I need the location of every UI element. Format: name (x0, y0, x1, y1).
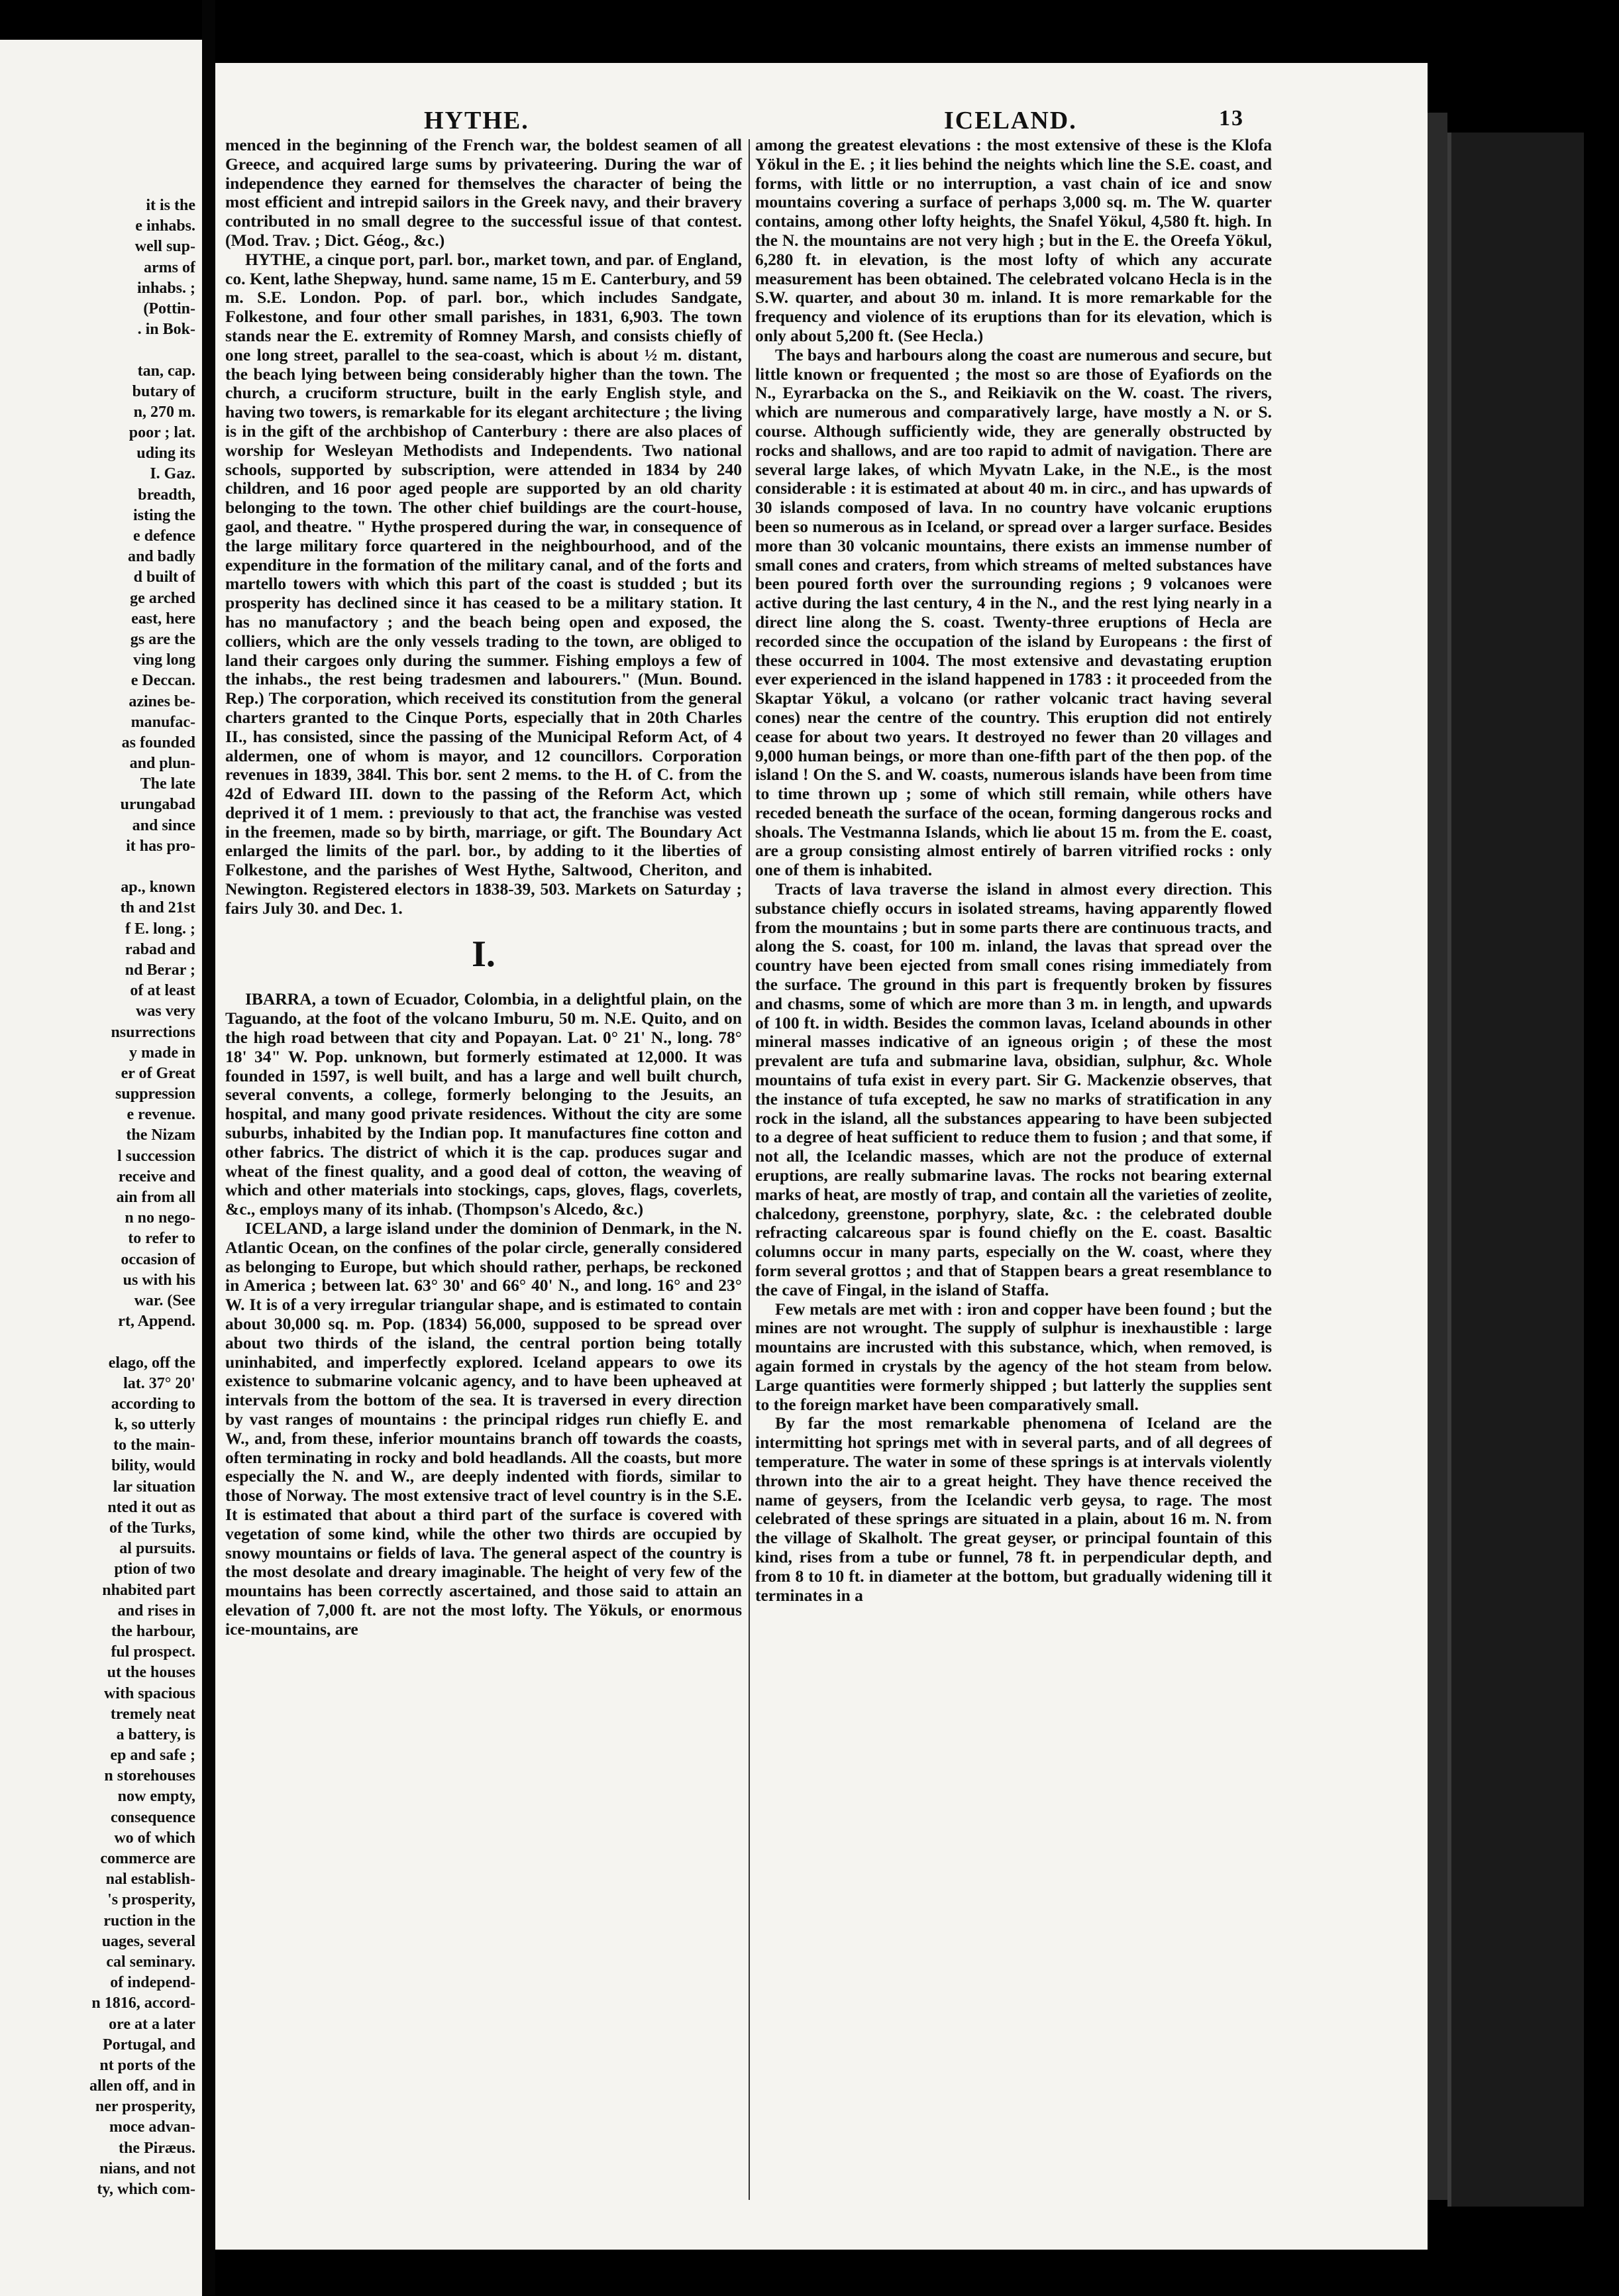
previous-page-line: n no nego- (125, 1209, 195, 1227)
previous-page-line: ful prospect. (111, 1643, 195, 1661)
previous-page-line: 's prosperity, (107, 1891, 195, 1909)
previous-page-line: now empty, (117, 1788, 195, 1806)
iceland-metals: Few metals are met with : iron and copper have been found ; but the mines are not wrought. The supply of sulphur is inexhaustible : large mountains are incrusted with this substance, which, when removed, is again formed in crystals by the agency of the hot steam from below. Large quantities were formerly shipped ; but latterly the supplies sent to the foreign market have been comparatively small. (755, 1299, 1272, 1414)
previous-page-line: cal seminary. (106, 1953, 195, 1971)
left-column (225, 136, 742, 1639)
previous-page-line: elago, off the (108, 1354, 195, 1372)
previous-page-line: suppression (115, 1085, 195, 1103)
previous-page-line: to refer to (128, 1230, 195, 1248)
previous-page-line: of the Turks, (109, 1519, 195, 1537)
previous-page-line: consequence (111, 1808, 195, 1826)
previous-page-line: ap., known (121, 879, 195, 897)
previous-page-line: ore at a later (109, 2015, 195, 2033)
previous-page-line: tremely neat (110, 1705, 195, 1723)
previous-page-line: rabad and (125, 940, 195, 958)
previous-page-line: bility, would (111, 1457, 195, 1475)
previous-page-line: butary of (132, 382, 195, 400)
previous-page-line: Portugal, and (102, 2036, 195, 2053)
iceland-geysers: By far the most remarkable phenomena of Iceland are the intermitting hot springs met with in several parts, and of all degrees of temperature. The water in some of these springs is at intervals violently thrown into the air to a great height. They have thence received the name of geysers, from the Icelandic verb geysa, to rage. The most celebrated of these springs are situated in a plain, about 16 m. N. from the village of Skalholt. The great geyser, or principal fountain of this kind, rises from a tube or funnel, 78 ft. in perpendicular depth, and from 8 to 10 ft. in diameter at the bottom, but gradually widening till it terminates in a (755, 1413, 1272, 1605)
previous-page-line: tan, cap. (137, 362, 195, 380)
column-rule (749, 139, 750, 2200)
previous-page-line: nt ports of the (99, 2056, 195, 2074)
hydra-continuation: menced in the beginning of the French war, the boldest seamen of all Greece, and acquired large sums by privateering. During the war of independence they earned for themselves the character of being the most efficient and intrepid sailors in the Greek navy, and their bravery contributed in no small degree to the successful issue of that contest. (Mod. Trav. ; Dict. Géog., &c.) (225, 135, 742, 250)
previous-page-line: n, 270 m. (133, 403, 195, 421)
previous-page-line: it has pro- (126, 837, 195, 855)
previous-page-line: the Piræus. (119, 2139, 195, 2157)
previous-page-line: arms of (144, 258, 195, 276)
previous-page-line: nd Berar ; (125, 961, 195, 979)
previous-page-line: e defence (133, 527, 195, 545)
previous-page-line: e Deccan. (131, 672, 195, 690)
page-number: 13 (1219, 106, 1244, 131)
previous-page-line: I. Gaz. (150, 465, 195, 483)
previous-page-line: commerce are (100, 1850, 195, 1867)
previous-page-line: e inhabs. (135, 217, 195, 235)
previous-page-line: l succession (117, 1147, 195, 1165)
section-letter-heading: I. (472, 933, 496, 975)
previous-page-line: urungabad (120, 796, 195, 814)
previous-page-line: nal establish- (105, 1871, 195, 1888)
previous-page-line: ruction in the (103, 1912, 195, 1930)
book-cover-edge (1447, 133, 1584, 2207)
running-head-right: ICELAND. (944, 107, 1077, 135)
previous-page-line: of at least (130, 982, 195, 1000)
previous-page-line: the harbour, (111, 1622, 195, 1640)
previous-page-line: n storehouses (104, 1767, 195, 1785)
previous-page-line: gs are the (130, 630, 195, 648)
previous-page-line: east, here (131, 610, 195, 628)
previous-page-line: ty, which com- (97, 2181, 195, 2198)
previous-page-line: er of Great (121, 1064, 195, 1082)
previous-page-text (23, 195, 195, 2200)
previous-page-line: the Nizam (126, 1126, 195, 1144)
previous-page-line: ain from all (116, 1189, 195, 1206)
previous-page-line: as founded (121, 734, 195, 751)
previous-page-line: ut the houses (107, 1664, 195, 1682)
right-column (755, 136, 1272, 1605)
previous-page-line: ving long (132, 651, 195, 669)
previous-page-line (23, 1332, 195, 1352)
previous-page-line: ep and safe ; (110, 1747, 195, 1765)
previous-page-line: lat. 37° 20' (123, 1374, 195, 1392)
previous-page-line: nted it out as (107, 1498, 195, 1516)
previous-page-line: The late (140, 775, 195, 793)
previous-page-line: according to (111, 1395, 195, 1413)
previous-page-line: y made in (129, 1044, 195, 1062)
previous-page-line: receive and (118, 1168, 195, 1185)
previous-page-line: nians, and not (99, 2159, 195, 2177)
page-edge-shadow (1428, 113, 1447, 2200)
previous-page-line: allen off, and in (89, 2077, 195, 2095)
previous-page-line: wo of which (114, 1829, 195, 1847)
iceland-bays: The bays and harbours along the coast are numerous and secure, but little known or frequented ; the most so are those of Eyafiords on the N., Eyrarbacka on the S., and Reikiavik on the W. coast. The rivers, which are numerous and comparatively large, have mostly a N. or S. course. Although sufficiently wide, they are generally obstructed by rocks and shallows, and are too rapid to admit of navigation. There are several large lakes, of which Myvatn Lake, in the N.E., is the most considerable : it is estimated at about 40 m. in circ., and has upwards of 30 islands composed of lava. In no country have volcanic eruptions been so numerous as in Iceland, or spread over a larger surface. Besides more than 30 volcanic mountains, there exists an immense number of small cones and craters, from which streams of melted substances have been poured forth over the surrounding regions ; 9 volcanoes were active during the last century, 4 in the N., and the rest lying nearly in a direct line along the S. coast. Twenty-three eruptions of Hecla are recorded since the occupation of the island by Europeans : the first of these occurred in 1004. The most extensive and devastating eruption ever experienced in the island happened in 1783 : it proceeded from the Skaptar Yökul, a volcano (or rather volcanic tract having several cones) near the centre of the country. This eruption did not entirely cease for about two years. It destroyed no fewer than 20 villages and 9,000 human beings, or more than one-fifth part of the then pop. of the island ! On the S. and W. coasts, numerous islands have been from time to time thrown up ; some of which still remain, while others have receded beneath the surface of the ocean, forming dangerous rocks and shoals. The Vestmanna Islands, which lie about 15 m. from the E. coast, are a group consisting almost entirely of barren vitrified rocks : only one of them is inhabited. (755, 345, 1272, 880)
previous-page-line: us with his (123, 1271, 195, 1289)
iceland-mountains: among the greatest elevations : the most extensive of these is the Klofa Yökul in the E. ; it lies behind the neights which line the S.E. coast, and forms, with little or no interruption, a vast chain of ice and snow mountains covering a surface of perhaps 3,000 sq. m. The W. quarter contains, among other lofty heights, the Snafel Yökul, 4,580 ft. high. In the N. the mountains are not very high ; but in the E. the Oreefa Yökul, 6,280 ft. in elevation, is the most lofty of which any accurate measurement has been obtained. The celebrated volcano Hecla is in the S.W. quarter, and about 30 m. inland. It is more remarkable for the frequency and violence of its eruptions than for its elevation, which is only about 5,200 ft. (See Hecla.) (755, 135, 1272, 345)
previous-page-line: azines be- (129, 692, 195, 710)
previous-page-line: uages, several (101, 1932, 195, 1950)
previous-page-line: lar situation (113, 1478, 195, 1496)
previous-page-line: . in Bok- (137, 321, 195, 339)
previous-page-line: ner prosperity, (95, 2098, 195, 2116)
previous-page-line: n 1816, accord- (91, 1995, 195, 2012)
previous-page-line: manufac- (131, 713, 195, 731)
previous-page-line: it is the (146, 197, 195, 214)
previous-page-line: moce advan- (109, 2118, 195, 2136)
previous-page-fragment (0, 40, 202, 2296)
previous-page-line: inhabs. ; (136, 279, 195, 297)
previous-page-line: nhabited part (102, 1581, 195, 1599)
entry-hythe: HYTHE, a cinque port, parl. bor., market town, and par. of England, co. Kent, lathe Shepway, hund. same name, 15 m E. Canterbury, and 59 m. S.E. London. Pop. of parl. bor., which includes Sandgate, Folkestone, and four other small parishes, in 1831, 6,903. The town stands near the E. extremity of Romney Marsh, and consists chiefly of one long street, parallel to the sea-coast, which is about ½ m. distant, the beach lying between being considerably higher than the town. The church, a cruciform structure, built in the early English style, and having two towers, is remarkable for its elegant architecture ; the living is in the gift of the archbishop of Canterbury : there are also places of worship for Wesleyan Methodists and Independents. Two national schools, supported by subscription, were attended in 1834 by 240 children, and 16 poor aged people are supported by an old charity belonging to the town. The other chief buildings are the court-house, gaol, and theatre. " Hythe prospered during the war, in consequence of the large military force quartered in the neighbourhood, and of the expenditure in the formation of the military canal, and of the forts and martello towers with which this part of the coast is studded ; but its prosperity has declined since it has ceased to be a military station. It has no manufactory ; and the beach being open and exposed, the colliers, which are the only vessels trading to the town, are obliged to land their cargoes only during the summer. Fishing employs a few of the inhabs., the rest being tradesmen and labourers." (Mun. Bound. Rep.) The corporation, which received its constitution from the general charters granted to the Cinque Ports, especially that in 20th Charles II., has consisted, since the passing of the Municipal Reform Act, of 4 aldermen, one of whom is mayor, and 12 councillors. Corporation revenues in 1839, 384l. This bor. sent 2 mems. to the H. of C. from the 42d of Edward III. down to the passing of the Reform Act, which deprived it of 1 mem. : previously to that act, the franchise was vested in the freemen, made so by birth, marriage, or gift. The Boundary Act enlarged the limits of the parl. bor., by adding to it the liberties of Folkestone, and the parishes of West Hythe, Saltwood, Cheriton, and Newington. Registered electors in 1838-39, 503. Markets on Saturday ; fairs July 30. and Dec. 1. (225, 249, 742, 918)
previous-page-line: ge arched (130, 589, 195, 607)
previous-page-line: nsurrections (111, 1023, 195, 1041)
previous-page-line: f E. long. ; (125, 920, 195, 938)
previous-page-line: and since (132, 816, 195, 834)
book-gutter (202, 0, 215, 2295)
previous-page-line: to the main- (113, 1437, 195, 1454)
previous-page-line (23, 340, 195, 360)
previous-page-line: d built of (133, 569, 195, 586)
previous-page-line: a battery, is (116, 1725, 195, 1743)
previous-page-line: ption of two (114, 1560, 195, 1578)
previous-page-line: and rises in (117, 1602, 195, 1619)
previous-page-line: poor ; lat. (129, 424, 195, 442)
entry-iceland: ICELAND, a large island under the dominion of Denmark, in the N. Atlantic Ocean, on the confines of the polar circle, generally considered as belonging to Europe, but which should rather, perhaps, be reckoned in America ; between lat. 63° 30' and 66° 40' N., and long. 16° and 23° W. It is of a very irregular triangular shape, and is estimated to contain about 30,000 sq. m. Pop. (1834) 56,000, supposed to be spread over about two thirds of the island, the central portion being totally uninhabited, and imperfectly explored. Iceland appears to owe its existence to submarine volcanic agency, and to have been upheaved at intervals from the bottom of the sea. It is traversed in every direction by vast ranges of mountains : the principal ridges run chiefly E. and W., and, from these, inferior mountains branch off towards the coasts, often terminating in rocky and bold headlands. All the coasts, but more especially the N. and W., are deeply indented with fiords, similar to those of Norway. The most extensive tract of level country is in the S.E. It is estimated that about a third part of the surface is covered with vegetation of some kind, while the other two thirds are occupied by snowy mountains or fields of lava. The general aspect of the country is the most desolate and dreary imaginable. The height of very few of the mountains has been correctly ascertained, and those said to attain an elevation of 7,000 ft. are not the most lofty. The Yökuls, or enormous ice-mountains, are (225, 1219, 742, 1639)
previous-page-line: of independ- (110, 1974, 195, 1992)
previous-page-line: (Pottin- (143, 300, 195, 317)
previous-page-line: occasion of (121, 1250, 195, 1268)
running-head-left: HYTHE. (424, 107, 529, 135)
previous-page-line: e revenue. (127, 1106, 195, 1124)
previous-page-line: al pursuits. (119, 1540, 195, 1558)
previous-page-line (23, 857, 195, 877)
iceland-lava: Tracts of lava traverse the island in almost every direction. This substance chiefly occurs in isolated streams, having apparently flowed from the mountains ; but in some parts there are continuous tracts, and along the S. coast, for 100 m. inland, the lavas that spread over the country have been ejected from small cones rising immediately from the surface. The ground in this part is frequently broken by fissures and chasms, some of which are more than 3 m. in length, and upwards of 100 ft. in width. Besides the common lavas, Iceland abounds in other mineral masses indicative of an igneous origin ; of these the most prevalent are tufa and submarine lava, obsidian, sulphur, &c. Whole mountains of tufa exist in every part. Sir G. Mackenzie observes, that the instance of tufa excepted, he saw no marks of stratification in any rock in the island, all the substances appearing to have been subjected to a degree of heat sufficient to reduce them to fusion ; and that some, if not all, the Icelandic masses, which are not the produce of external eruptions, are really submarine lavas. The rocks not bearing external marks of heat, are mostly of trap, and contain all the varieties of zeolite, chalcedony, greenstone, porphyry, slate, &c. : the celebrated double refracting calcareous spar is found chiefly on the E. coast. Basaltic columns occur in many parts, especially on the W. coast, where they form several grottos ; and that of Stappen bears a great resemblance to the cave of Fingal, in the island of Staffa. (755, 879, 1272, 1299)
previous-page-line: war. (See (134, 1291, 195, 1309)
previous-page-line: with spacious (103, 1684, 195, 1702)
previous-page-line: uding its (136, 445, 195, 463)
previous-page-line: breadth, (138, 486, 195, 504)
entry-ibarra: IBARRA, a town of Ecuador, Colombia, in a delightful plain, on the Taguando, at the foot of the volcano Imburu, 50 m. N.E. Quito, and on the high road between that city and Popayan. Lat. 0° 21' N., long. 78° 18' 34" W. Pop. unknown, but formerly estimated at 12,000. It was founded in 1597, is well built, and has a large and well built church, several convents, a college, formerly belonging to the Jesuits, an hospital, and many good private residences. Without the city are some suburbs, inhabited by the Indian pop. It manufactures fine cotton and other fabrics. The district of which it is the cap. produces sugar and wheat of the finest quality, and a good deal of cotton, the weaving of which and other materials into stockings, caps, gloves, flags, coverlets, &c., employs many of its inhab. (Thompson's Alcedo, &c.) (225, 989, 742, 1219)
previous-page-line: isting the (132, 506, 195, 524)
previous-page-line: well sup- (134, 238, 195, 256)
previous-page-line: was very (136, 1003, 195, 1020)
previous-page-line: and plun- (129, 755, 195, 773)
previous-page-line: rt, Append. (118, 1313, 195, 1331)
previous-page-line: k, so utterly (115, 1416, 195, 1434)
previous-page-line: th and 21st (120, 899, 195, 917)
previous-page-line: and badly (127, 548, 195, 566)
